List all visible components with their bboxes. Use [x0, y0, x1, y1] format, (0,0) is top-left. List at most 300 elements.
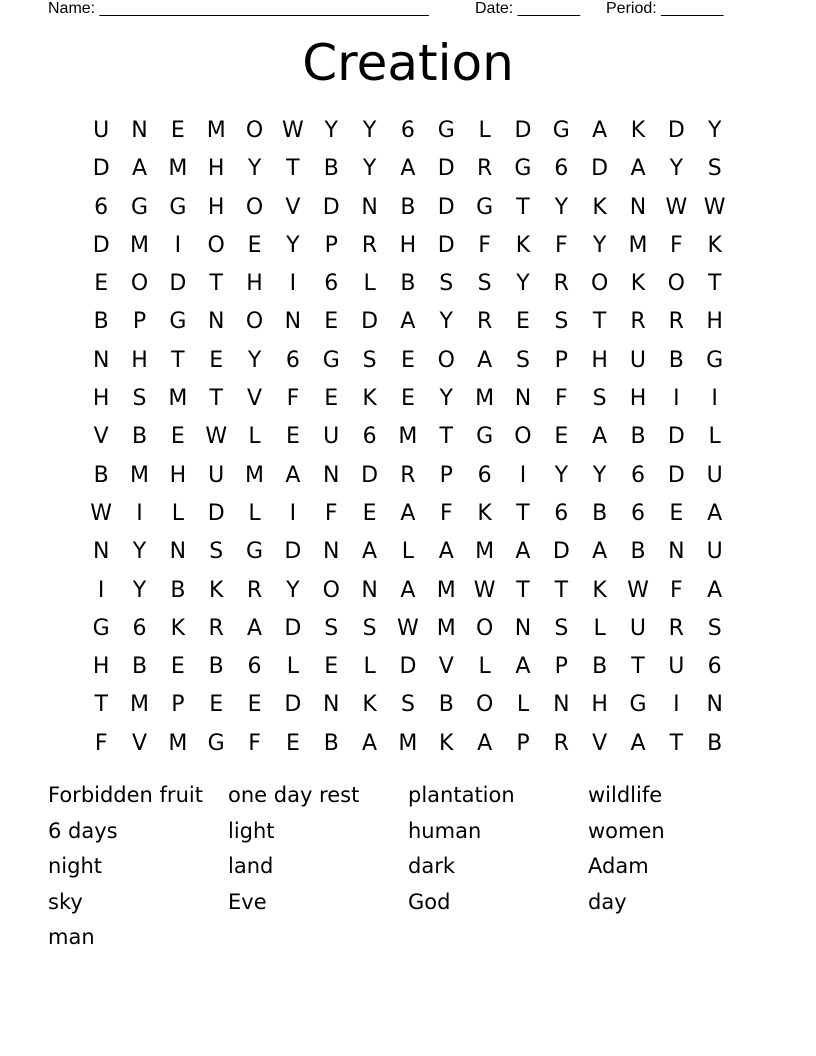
grid-letter[interactable]: R — [668, 615, 684, 641]
grid-letter[interactable]: O — [667, 271, 685, 297]
grid-letter[interactable]: W — [665, 194, 688, 220]
grid-letter[interactable]: K — [592, 577, 607, 603]
grid-letter[interactable]: M — [245, 462, 265, 488]
grid-letter[interactable]: N — [169, 539, 187, 565]
grid-letter[interactable]: V — [285, 194, 301, 220]
grid-letter[interactable]: Y — [439, 309, 453, 335]
grid-letter[interactable]: R — [246, 577, 263, 603]
grid-letter[interactable]: G — [629, 692, 647, 718]
grid-letter[interactable]: W — [205, 424, 228, 450]
grid-letter[interactable]: E — [554, 424, 569, 450]
grid-letter[interactable]: S — [362, 615, 377, 641]
grid-letter[interactable]: A — [400, 309, 416, 335]
grid-letter[interactable]: I — [673, 386, 680, 412]
grid-letter[interactable]: Y — [247, 156, 262, 182]
grid-letter[interactable]: I — [673, 692, 680, 718]
grid-letter[interactable]: Y — [286, 577, 300, 603]
grid-letter[interactable]: Y — [554, 462, 569, 488]
word-bank-item: light — [228, 818, 275, 843]
grid-letter[interactable]: M — [168, 730, 188, 756]
grid-letter[interactable]: O — [207, 232, 225, 258]
grid-letter[interactable]: H — [246, 271, 263, 297]
grid-letter[interactable]: L — [478, 118, 491, 143]
grid-letter[interactable]: S — [515, 347, 530, 373]
grid-letter[interactable]: L — [363, 271, 376, 297]
grid-letter[interactable]: 6 — [94, 194, 109, 220]
grid-letter[interactable]: A — [592, 118, 608, 143]
grid-letter[interactable]: E — [285, 730, 300, 756]
grid-letter[interactable]: V — [247, 386, 263, 412]
grid-letter[interactable]: O — [245, 194, 264, 220]
grid-letter[interactable]: A — [400, 156, 416, 182]
grid-letter[interactable]: B — [323, 156, 339, 182]
grid-letter[interactable]: S — [707, 156, 722, 182]
grid-letter[interactable]: S — [132, 386, 147, 412]
grid-letter[interactable]: F — [554, 386, 568, 412]
grid-letter[interactable]: H — [169, 462, 187, 488]
grid-letter[interactable]: T — [516, 500, 530, 526]
grid-letter[interactable]: A — [362, 539, 378, 565]
grid-letter[interactable]: A — [131, 156, 148, 182]
grid-letter[interactable]: N — [207, 309, 225, 335]
grid-letter[interactable]: T — [516, 577, 530, 603]
grid-letter[interactable]: U — [93, 118, 110, 143]
grid-letter[interactable]: S — [209, 539, 224, 565]
grid-letter[interactable]: L — [401, 539, 415, 565]
grid-letter[interactable]: N — [131, 118, 148, 143]
grid-letter[interactable]: B — [131, 654, 148, 680]
grid-letter[interactable]: I — [97, 577, 105, 603]
grid-letter[interactable]: A — [285, 462, 301, 488]
grid-letter[interactable]: H — [591, 347, 608, 373]
grid-letter[interactable]: H — [207, 156, 225, 182]
grid-letter[interactable]: W — [473, 577, 496, 603]
grid-letter[interactable]: S — [400, 692, 415, 718]
grid-letter[interactable]: H — [629, 386, 647, 412]
grid-letter[interactable]: B — [400, 194, 416, 220]
grid-letter[interactable]: H — [591, 692, 608, 718]
grid-letter[interactable]: D — [207, 500, 225, 526]
grid-letter[interactable]: M — [436, 577, 456, 603]
grid-letter[interactable]: 6 — [285, 347, 300, 373]
grid-letter[interactable]: R — [400, 462, 416, 488]
grid-letter[interactable]: F — [286, 386, 300, 412]
grid-letter[interactable]: E — [324, 309, 339, 335]
grid-letter[interactable]: F — [478, 232, 491, 258]
grid-letter[interactable]: N — [92, 539, 110, 565]
grid-letter[interactable]: A — [707, 577, 723, 603]
grid-letter[interactable]: L — [363, 654, 376, 680]
grid-letter[interactable]: N — [668, 539, 685, 565]
grid-letter[interactable]: A — [707, 500, 723, 526]
grid-letter[interactable]: D — [399, 654, 417, 680]
grid-letter[interactable]: R — [208, 615, 224, 641]
grid-letter[interactable]: F — [94, 730, 108, 756]
grid-letter[interactable]: L — [478, 654, 491, 680]
grid-letter[interactable]: H — [207, 194, 225, 220]
grid-letter[interactable]: H — [399, 232, 417, 258]
grid-letter[interactable]: Y — [554, 194, 569, 220]
grid-letter[interactable]: Y — [439, 386, 453, 412]
grid-letter[interactable]: K — [439, 730, 454, 756]
grid-letter[interactable]: H — [706, 309, 723, 335]
grid-letter[interactable]: A — [592, 424, 608, 450]
grid-letter[interactable]: M — [475, 386, 495, 412]
grid-letter[interactable]: M — [130, 232, 149, 258]
grid-letter[interactable]: I — [174, 232, 182, 258]
grid-letter[interactable]: D — [284, 692, 302, 718]
grid-letter[interactable]: S — [554, 615, 569, 641]
grid-letter[interactable]: Y — [707, 118, 722, 143]
grid-letter[interactable]: E — [362, 500, 377, 526]
grid-letter[interactable]: M — [168, 386, 188, 412]
grid-letter[interactable]: R — [553, 271, 569, 297]
grid-letter[interactable]: 6 — [362, 424, 377, 450]
grid-row — [82, 342, 734, 380]
grid-letter[interactable]: V — [592, 730, 608, 756]
grid-letter[interactable]: 6 — [477, 462, 492, 488]
grid-letter[interactable]: Y — [592, 462, 607, 488]
grid-letter[interactable]: A — [630, 730, 646, 756]
grid-letter[interactable]: U — [706, 462, 723, 488]
grid-letter[interactable]: H — [92, 386, 110, 412]
grid-letter[interactable]: T — [209, 386, 223, 412]
grid-letter[interactable]: W — [282, 118, 304, 143]
grid-letter[interactable]: A — [438, 539, 454, 565]
grid-letter[interactable]: K — [630, 118, 646, 143]
grid-letter[interactable]: S — [592, 386, 607, 412]
grid-letter[interactable]: 6 — [324, 271, 339, 297]
grid-letter[interactable]: T — [286, 156, 300, 182]
grid-letter[interactable]: Y — [592, 232, 607, 258]
grid-letter[interactable]: S — [439, 271, 454, 297]
grid-letter[interactable]: G — [552, 118, 570, 143]
grid-letter[interactable]: W — [397, 615, 419, 641]
grid-letter[interactable]: M — [398, 424, 418, 450]
grid-letter[interactable]: T — [554, 577, 569, 603]
grid-letter[interactable]: 6 — [554, 500, 569, 526]
grid-letter[interactable]: D — [437, 194, 455, 220]
grid-letter[interactable]: 6 — [707, 654, 722, 680]
grid-letter[interactable]: A — [362, 730, 378, 756]
grid-letter[interactable]: 6 — [400, 118, 415, 143]
word-bank-item: plantation — [408, 783, 515, 807]
grid-letter[interactable]: 6 — [630, 500, 645, 526]
grid-letter[interactable]: B — [707, 730, 723, 756]
grid-letter[interactable]: V — [131, 730, 148, 756]
grid-letter[interactable]: Y — [362, 118, 377, 143]
grid-letter[interactable]: M — [475, 539, 495, 565]
grid-letter[interactable]: B — [630, 424, 646, 450]
grid-letter[interactable]: R — [361, 232, 378, 258]
grid-letter[interactable]: O — [514, 424, 532, 450]
grid-letter[interactable]: K — [170, 615, 186, 641]
grid-letter[interactable]: U — [323, 424, 340, 450]
grid-letter[interactable]: A — [247, 615, 263, 641]
grid-letter[interactable]: O — [245, 118, 264, 143]
grid-letter[interactable]: A — [477, 347, 493, 373]
grid-letter[interactable]: G — [476, 424, 494, 450]
grid-letter[interactable]: D — [437, 232, 455, 258]
grid-letter[interactable]: B — [592, 500, 608, 526]
grid-letter[interactable]: A — [400, 577, 416, 603]
grid-letter[interactable]: U — [668, 654, 685, 680]
grid-letter[interactable]: G — [246, 539, 264, 565]
grid-letter[interactable]: O — [475, 692, 494, 718]
grid-letter[interactable]: B — [170, 577, 186, 603]
grid-letter[interactable]: L — [248, 500, 261, 526]
grid-letter[interactable]: M — [206, 118, 226, 143]
grid-letter[interactable]: L — [516, 692, 530, 718]
grid-letter[interactable]: D — [591, 156, 609, 182]
grid-letter[interactable]: G — [514, 156, 532, 182]
grid-letter[interactable]: R — [476, 309, 493, 335]
grid-letter[interactable]: P — [171, 692, 185, 718]
grid-letter[interactable]: D — [552, 539, 570, 565]
grid-letter[interactable]: N — [323, 692, 340, 718]
grid-letter[interactable]: N — [706, 692, 723, 718]
grid-letter[interactable]: F — [248, 730, 261, 756]
grid-letter[interactable]: N — [361, 577, 378, 603]
grid-letter[interactable]: T — [707, 271, 722, 297]
grid-letter[interactable]: O — [322, 577, 340, 603]
grid-letter[interactable]: N — [284, 309, 302, 335]
grid-letter[interactable]: H — [131, 347, 148, 373]
grid-letter[interactable]: G — [130, 194, 149, 220]
grid-letter[interactable]: Y — [132, 577, 147, 603]
grid-letter[interactable]: K — [362, 386, 377, 412]
grid-letter[interactable]: B — [438, 692, 454, 718]
grid-letter[interactable]: N — [514, 386, 532, 412]
grid-letter[interactable]: N — [553, 692, 570, 718]
grid-letter[interactable]: D — [437, 156, 455, 182]
grid-letter[interactable]: M — [398, 730, 418, 756]
grid-letter[interactable]: G — [706, 347, 724, 373]
grid-letter[interactable]: P — [554, 654, 568, 680]
grid-letter[interactable]: U — [208, 462, 225, 488]
grid-letter[interactable]: D — [169, 271, 187, 297]
grid-letter[interactable]: I — [711, 386, 718, 412]
grid-letter[interactable]: B — [208, 654, 224, 680]
grid-letter[interactable]: U — [629, 615, 647, 641]
grid-letter[interactable]: W — [627, 577, 649, 603]
grid-letter[interactable]: E — [247, 232, 262, 258]
grid-letter[interactable]: 6 — [630, 462, 645, 488]
grid-letter[interactable]: A — [515, 539, 531, 565]
grid-letter[interactable]: B — [93, 309, 109, 335]
grid-letter[interactable]: K — [477, 500, 492, 526]
grid-letter[interactable]: G — [437, 118, 455, 143]
grid-letter[interactable]: D — [361, 462, 379, 488]
grid-letter[interactable]: B — [131, 424, 148, 450]
grid-letter[interactable]: O — [590, 271, 609, 297]
grid-letter[interactable]: R — [476, 156, 493, 182]
grid-letter[interactable]: I — [136, 500, 143, 526]
grid-letter[interactable]: E — [400, 347, 415, 373]
grid-letter[interactable]: P — [554, 347, 568, 373]
grid-letter[interactable]: T — [631, 654, 645, 680]
grid-letter[interactable]: F — [554, 232, 568, 258]
grid-letter[interactable]: N — [323, 539, 340, 565]
grid-letter[interactable]: E — [94, 271, 109, 297]
grid-letter[interactable]: K — [208, 577, 224, 603]
grid-letter[interactable]: F — [670, 577, 683, 603]
grid-letter[interactable]: K — [630, 271, 646, 297]
grid-letter[interactable]: T — [439, 424, 453, 450]
grid-letter[interactable]: A — [477, 730, 493, 756]
grid-letter[interactable]: K — [707, 232, 722, 258]
grid-letter[interactable]: N — [361, 194, 378, 220]
grid-letter[interactable]: I — [289, 271, 297, 297]
name-field[interactable]: Name: _____________________________________ — [48, 0, 429, 17]
grid-letter[interactable]: D — [667, 462, 685, 488]
grid-letter[interactable]: S — [362, 347, 377, 373]
grid-letter[interactable]: L — [248, 424, 261, 450]
grid-letter[interactable]: G — [476, 194, 494, 220]
grid-letter[interactable]: M — [628, 232, 648, 258]
grid-letter[interactable]: E — [209, 347, 224, 373]
grid-letter[interactable]: Y — [362, 156, 377, 182]
grid-letter[interactable]: E — [170, 424, 185, 450]
grid-letter[interactable]: F — [439, 500, 453, 526]
grid-letter[interactable]: O — [245, 309, 264, 335]
grid-letter[interactable]: W — [703, 194, 726, 220]
grid-letter[interactable]: D — [284, 615, 302, 641]
grid-letter[interactable]: Y — [247, 347, 262, 373]
grid-letter[interactable]: M — [130, 692, 149, 718]
grid-letter[interactable]: O — [130, 271, 149, 297]
grid-letter[interactable]: L — [286, 654, 300, 680]
grid-letter[interactable]: M — [436, 615, 456, 641]
grid-letter[interactable]: K — [515, 232, 531, 258]
grid-letter[interactable]: D — [284, 539, 302, 565]
grid-letter[interactable]: Y — [669, 156, 684, 182]
grid-letter[interactable]: V — [93, 424, 109, 450]
grid-letter[interactable]: G — [169, 194, 187, 220]
grid-letter[interactable]: S — [554, 309, 569, 335]
date-field[interactable]: Date: _______ — [475, 0, 580, 17]
grid-letter[interactable]: H — [92, 654, 110, 680]
grid-row — [82, 303, 734, 341]
grid-letter[interactable]: E — [209, 692, 224, 718]
grid-letter[interactable]: G — [169, 309, 187, 335]
grid-letter[interactable]: V — [438, 654, 454, 680]
grid-letter[interactable]: E — [247, 692, 262, 718]
grid-letter[interactable]: 6 — [132, 615, 147, 641]
grid-letter[interactable]: S — [324, 615, 339, 641]
grid-letter[interactable]: S — [477, 271, 492, 297]
grid-letter[interactable]: E — [170, 654, 185, 680]
grid-letter[interactable]: S — [707, 615, 722, 641]
grid-letter[interactable]: A — [515, 654, 531, 680]
grid-letter[interactable]: E — [400, 386, 415, 412]
grid-letter[interactable]: U — [629, 347, 647, 373]
grid-letter[interactable]: R — [553, 730, 569, 756]
grid-letter[interactable]: T — [669, 730, 684, 756]
grid-letter[interactable]: A — [630, 156, 646, 182]
grid-letter[interactable]: 6 — [247, 654, 262, 680]
grid-letter[interactable]: M — [130, 462, 149, 488]
grid-letter[interactable]: E — [669, 500, 684, 526]
grid-letter[interactable]: R — [630, 309, 646, 335]
grid-letter[interactable]: T — [94, 692, 108, 718]
grid-letter[interactable]: N — [323, 462, 340, 488]
grid-letter[interactable]: A — [592, 539, 608, 565]
grid-letter[interactable]: D — [322, 194, 340, 220]
grid-letter[interactable]: 6 — [554, 156, 569, 182]
grid-letter[interactable]: K — [592, 194, 607, 220]
grid-letter[interactable]: B — [93, 462, 109, 488]
grid-letter[interactable]: N — [629, 194, 647, 220]
grid-letter[interactable]: L — [708, 424, 721, 450]
grid-letter[interactable]: E — [285, 424, 300, 450]
grid-letter[interactable]: B — [668, 347, 684, 373]
grid-letter[interactable]: P — [324, 232, 338, 258]
grid-letter[interactable]: Y — [324, 118, 338, 143]
grid-letter[interactable]: L — [171, 500, 184, 526]
grid-letter[interactable]: Y — [286, 232, 300, 258]
grid-letter[interactable]: M — [168, 156, 188, 182]
grid-letter[interactable]: G — [207, 730, 225, 756]
grid-letter[interactable]: D — [361, 309, 379, 335]
grid-letter[interactable]: T — [516, 194, 530, 220]
grid-letter[interactable]: P — [439, 462, 453, 488]
grid-letter[interactable]: E — [516, 309, 530, 335]
grid-letter[interactable]: D — [92, 232, 110, 258]
grid-letter[interactable]: I — [519, 462, 527, 488]
grid-letter[interactable]: F — [670, 232, 683, 258]
grid-letter[interactable]: D — [92, 156, 110, 182]
grid-letter[interactable]: L — [593, 615, 606, 641]
grid-letter[interactable]: T — [209, 271, 223, 297]
grid-letter[interactable]: W — [90, 500, 113, 526]
grid-letter[interactable]: P — [516, 730, 530, 756]
grid-letter[interactable]: E — [324, 386, 339, 412]
grid-letter[interactable]: D — [514, 118, 532, 143]
grid-letter[interactable]: Y — [516, 271, 530, 297]
grid-letter[interactable]: E — [170, 118, 185, 143]
grid-letter[interactable]: G — [92, 615, 110, 641]
grid-letter[interactable]: I — [289, 500, 297, 526]
grid-letter[interactable]: P — [132, 309, 147, 335]
word-bank-item: sky — [48, 889, 83, 914]
grid-letter[interactable]: B — [630, 539, 646, 565]
word-bank-item: Eve — [228, 889, 267, 914]
grid-letter[interactable]: U — [706, 539, 723, 565]
grid-row — [82, 572, 734, 610]
grid-letter[interactable]: B — [592, 654, 608, 680]
grid-letter[interactable]: K — [362, 692, 377, 718]
grid-letter[interactable]: T — [592, 309, 607, 335]
grid-letter[interactable]: B — [400, 271, 416, 297]
grid-letter[interactable]: R — [668, 309, 684, 335]
grid-letter[interactable]: T — [171, 347, 185, 373]
period-field[interactable]: Period: _______ — [606, 0, 724, 17]
grid-letter[interactable]: O — [475, 615, 494, 641]
grid-letter[interactable]: B — [323, 730, 339, 756]
grid-letter[interactable]: O — [437, 347, 455, 373]
grid-letter[interactable]: E — [324, 654, 339, 680]
grid-letter[interactable]: D — [667, 424, 685, 450]
grid-letter[interactable]: Y — [132, 539, 147, 565]
grid-letter[interactable]: N — [92, 347, 110, 373]
grid-letter[interactable]: F — [324, 500, 338, 526]
grid-letter[interactable]: G — [322, 347, 340, 373]
grid-letter[interactable]: A — [400, 500, 416, 526]
grid-letter[interactable]: N — [514, 615, 532, 641]
grid-letter[interactable]: D — [667, 118, 685, 143]
grid-row — [82, 610, 734, 648]
